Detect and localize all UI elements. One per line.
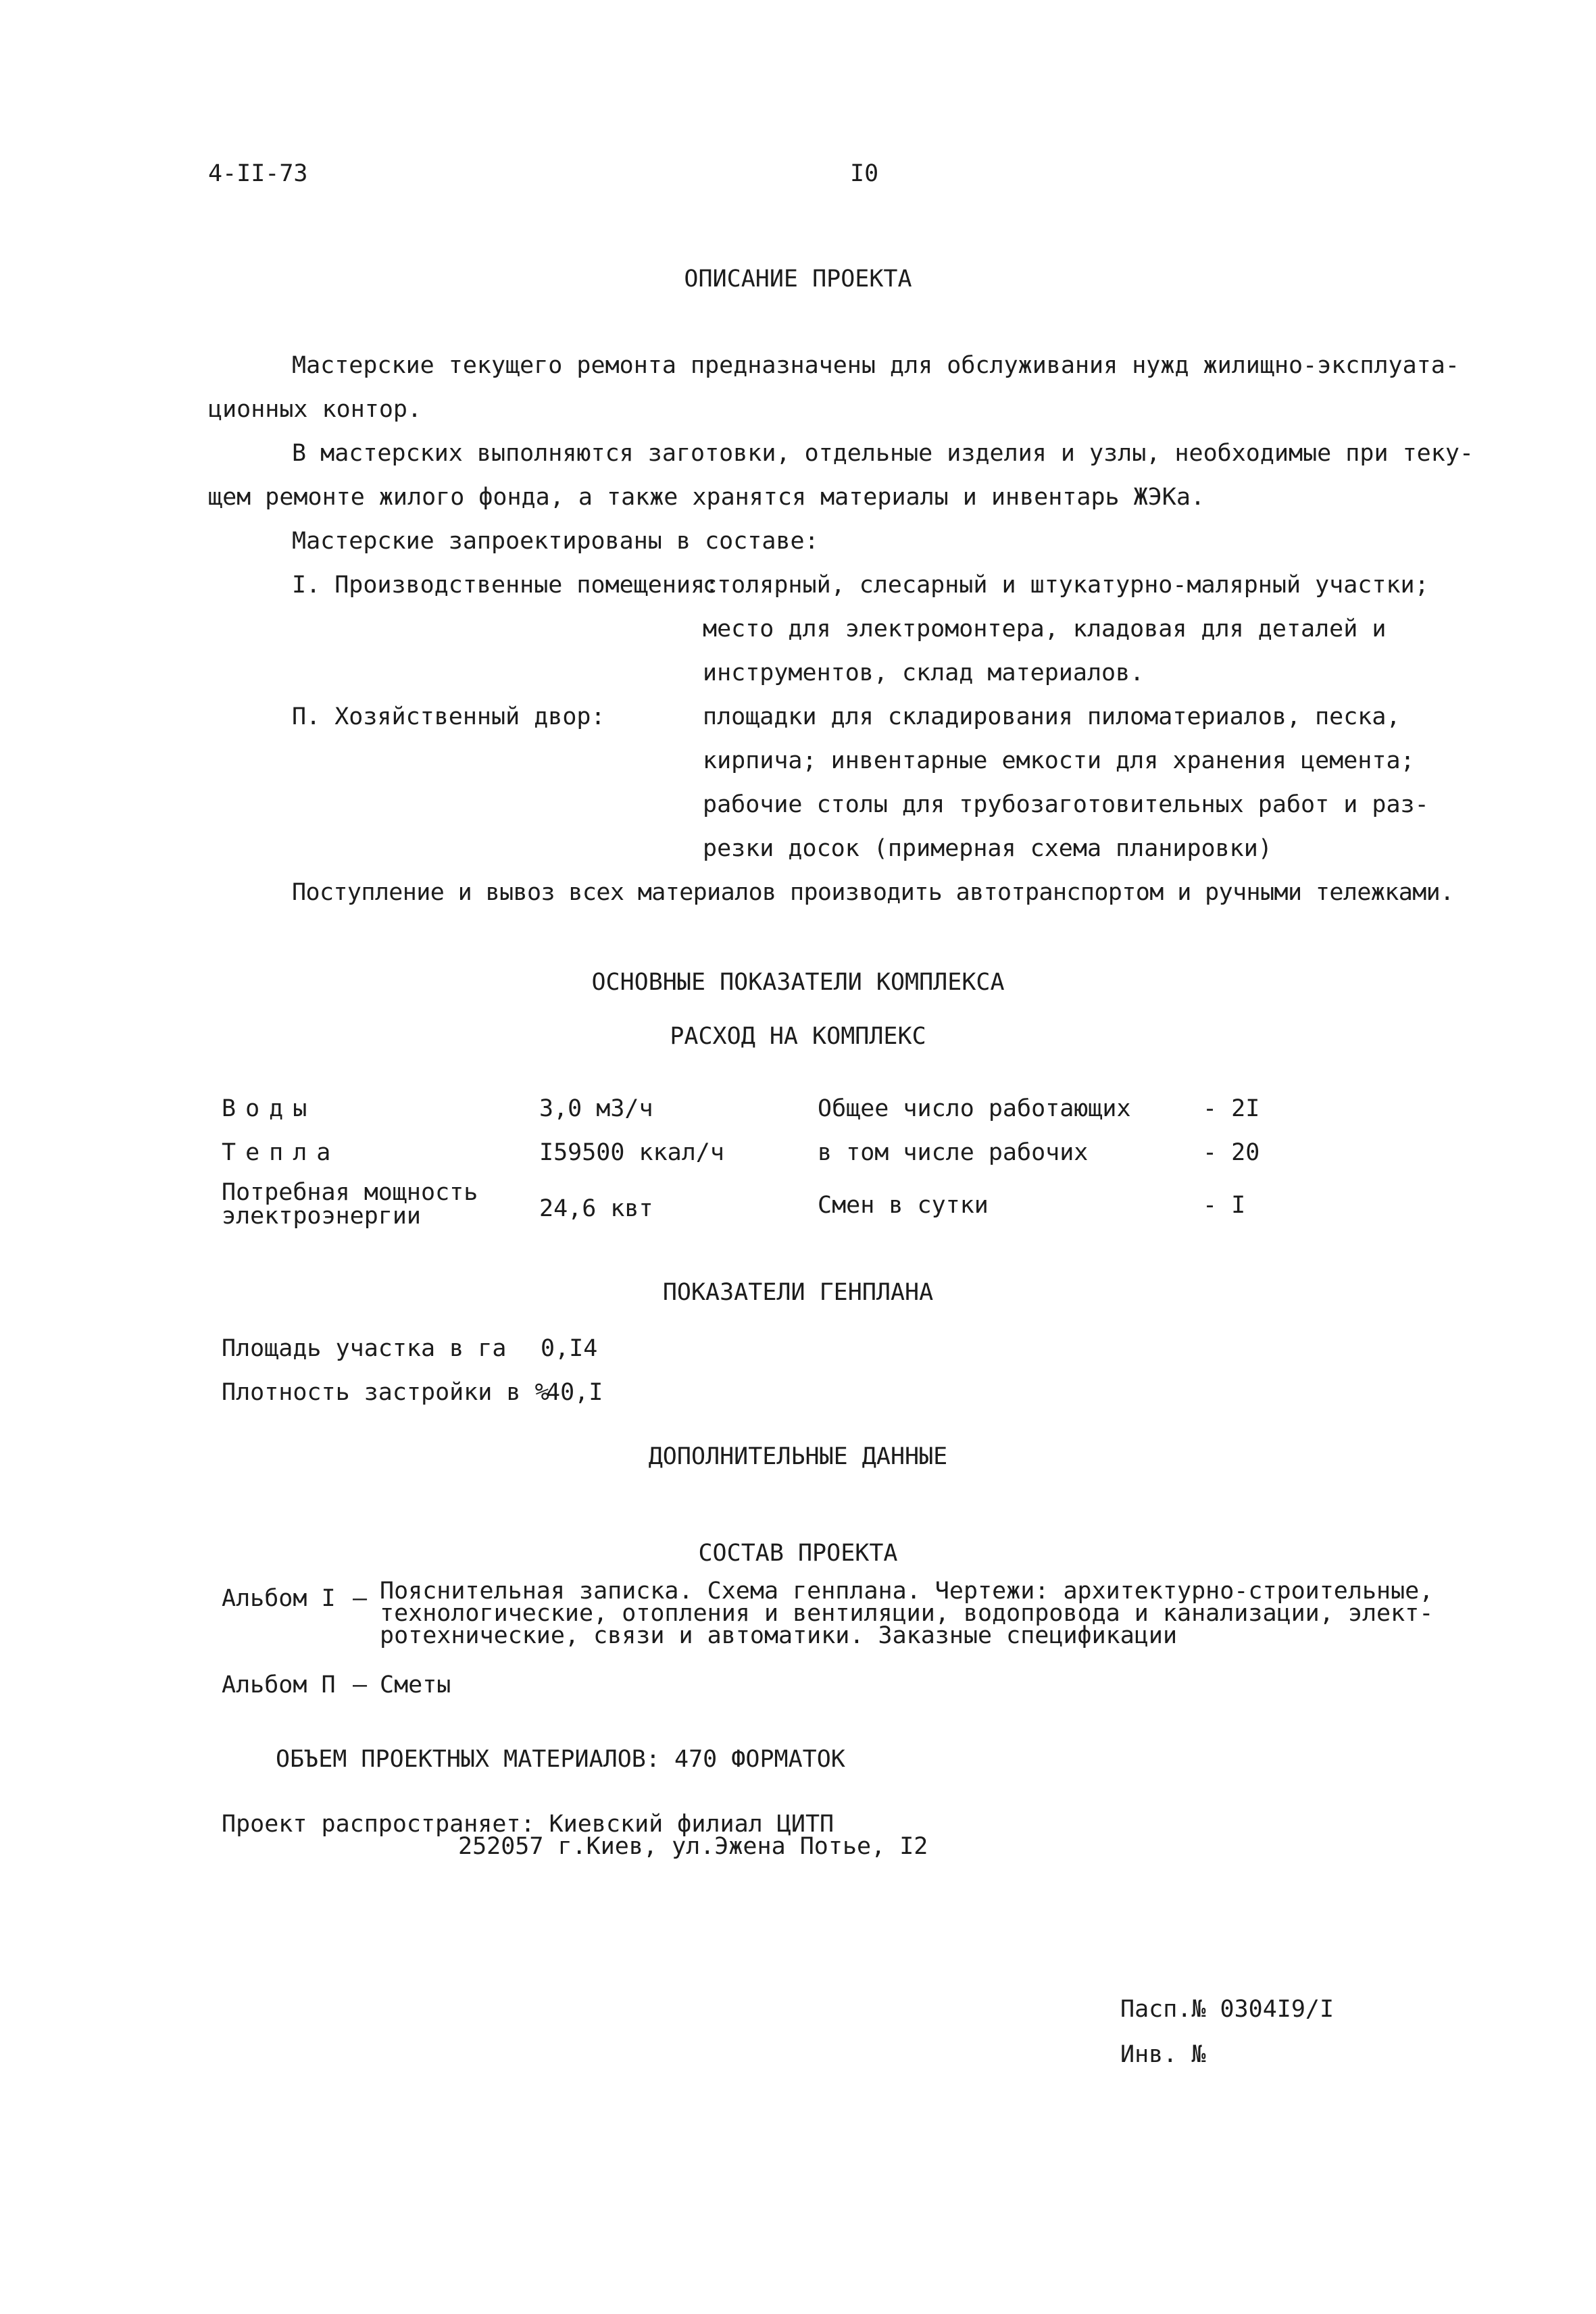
workers-value: - 20 [1203,1139,1260,1166]
paragraph-4: Поступление и вывоз всех материалов производить автотранспортом и ручными тележками. [292,879,1454,906]
description-title: ОПИСАНИЕ ПРОЕКТА [684,266,912,293]
indicators-title: ОСНОВНЫЕ ПОКАЗАТЕЛИ КОМПЛЕКСА [591,969,1005,996]
paragraph-2-line-1: В мастерских выполняются заготовки, отдельные изделия и узлы, необходимые при теку- [292,440,1474,467]
album-2-text: Сметы [380,1671,451,1699]
power-label-line-1: Потребная мощность [222,1179,478,1206]
item-2-line-2: кирпича; инвентарные емкости для хранения цемента; [703,747,1415,774]
album-1-line-3: ротехнические, связи и автоматики. Заказные спецификации [380,1622,1178,1649]
paragraph-1-line-2: ционных контор. [208,396,422,423]
site-area-label: Площадь участка в га [222,1335,507,1362]
power-label-line-2: электроэнергии [222,1203,422,1230]
inventory-number: Инв. № [1120,2041,1206,2068]
paragraph-2-line-2: щем ремонте жилого фонда, а также хранятся материалы и инвентарь ЖЭКа. [208,484,1205,511]
shifts-label: Смен в сутки [818,1192,989,1219]
album-2-dash: – [353,1671,368,1699]
item-1-line-1: столярный, слесарный и штукатурно-малярный участки; [703,572,1429,599]
album-1-dash: – [353,1585,368,1612]
workers-label: в том числе рабочих [818,1139,1089,1166]
album-2-label: Альбом П [222,1671,336,1699]
distributor-line-2: 252057 г.Киев, ул.Эжена Потье, I2 [458,1833,928,1860]
volume-line: ОБЪЕМ ПРОЕКТНЫХ МАТЕРИАЛОВ: 470 ФОРМАТОК [276,1746,845,1773]
item-2-line-3: рабочие столы для трубозаготовительных работ и раз- [703,791,1429,818]
item-2-line-4: резки досок (примерная схема планировки) [703,835,1272,862]
genplan-title: ПОКАЗАТЕЛИ ГЕНПЛАНА [662,1279,934,1306]
total-workers-value: - 2I [1203,1095,1260,1122]
passport-number: Пасп.№ 0304I9/I [1120,1996,1335,2023]
shifts-value: - I [1203,1192,1246,1219]
site-area-value: 0,I4 [541,1335,598,1362]
album-1-line-2: технологические, отопления и вентиляции, водопровода и канализации, элект- [380,1600,1434,1627]
item-2-line-1: площадки для складирования пиломатериалов, песка, [703,703,1401,730]
item-1-line-2: место для электромонтера, кладовая для деталей и [703,615,1387,643]
album-1-label: Альбом I [222,1585,336,1612]
paragraph-3: Мастерские запроектированы в составе: [292,528,819,555]
document-code: 4-II-73 [208,160,308,187]
item-1-label: I. Производственные помещения: [292,572,720,599]
additional-title: ДОПОЛНИТЕЛЬНЫЕ ДАННЫЕ [648,1443,948,1470]
composition-title: СОСТАВ ПРОЕКТА [698,1540,898,1567]
item-2-label: П. Хозяйственный двор: [292,703,605,730]
item-1-line-3: инструментов, склад материалов. [703,659,1145,686]
heat-label: Тепла [222,1139,341,1166]
indicators-subtitle: РАСХОД НА КОМПЛЕКС [670,1023,926,1050]
water-value: 3,0 м3/ч [539,1095,653,1122]
paragraph-1-line-1: Мастерские текущего ремонта предназначены для обслуживания нужд жилищно-эксплуата- [292,352,1460,379]
album-1-line-1: Пояснительная записка. Схема генплана. Чертежи: архитектурно-строительные, [380,1578,1434,1605]
water-label: Воды [222,1095,317,1122]
heat-value: I59500 ккал/ч [539,1139,724,1166]
power-value: 24,6 квт [539,1195,653,1222]
density-value: 40,I [546,1379,603,1406]
total-workers-label: Общее число работающих [818,1095,1131,1122]
page-number: I0 [850,160,879,187]
density-label: Плотность застройки в % [222,1379,549,1406]
distributor-line-1: Проект распространяет: Киевский филиал ЦИТП [222,1811,834,1838]
